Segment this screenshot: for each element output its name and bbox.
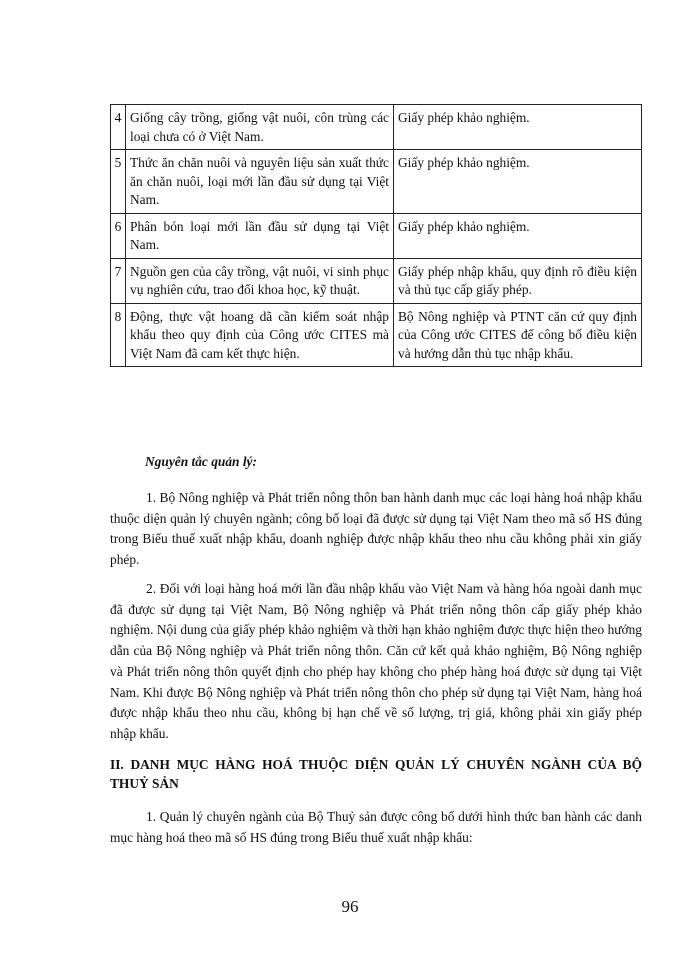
section-paragraph-1: 1. Quản lý chuyên ngành của Bộ Thuỷ sản được công bố dưới hình thức ban hành các danh mục hàng hoá theo mã số HS đúng trong Biểu thuế xuất nhập khẩu: [110,809,642,845]
row-number: 6 [111,213,126,258]
permit-requirement: Bộ Nông nghiệp và PTNT căn cứ quy định của Công ước CITES để công bố điều kiện và hướng dẫn thủ tục nhập khẩu. [394,303,642,367]
row-number: 5 [111,150,126,214]
section-heading: II. DANH MỤC HÀNG HOÁ THUỘC DIỆN QUẢN LÝ CHUYÊN NGÀNH CỦA BỘ THUỶ SẢN [110,757,642,791]
goods-item: Động, thực vật hoang dã cần kiểm soát nhập khẩu theo quy định của Công ước CITES mà Việt Nam đã cam kết thực hiện. [126,303,394,367]
permit-requirement: Giấy phép khảo nghiệm. [394,150,642,214]
goods-table [110,104,642,367]
goods-item: Nguồn gen của cây trồng, vật nuôi, vi sinh phục vụ nghiên cứu, trao đổi khoa học, kỹ thuật. [126,258,394,303]
management-principles-heading: Nguyên tắc quản lý: [145,454,257,469]
permit-requirement: Giấy phép nhập khẩu, quy định rõ điều kiện và thủ tục cấp giấy phép. [394,258,642,303]
table-row [111,258,642,303]
table-row [111,105,642,150]
row-number: 4 [111,105,126,150]
table-row [111,150,642,214]
goods-item: Phân bón loại mới lần đầu sử dụng tại Việt Nam. [126,213,394,258]
permit-requirement: Giấy phép khảo nghiệm. [394,213,642,258]
page-number: 96 [341,897,359,916]
row-number: 8 [111,303,126,367]
table-row [111,213,642,258]
table-row [111,303,642,367]
principle-paragraph-1: 1. Bộ Nông nghiệp và Phát triển nông thôn ban hành danh mục các loại hàng hoá nhập khẩu thuộc diện quản lý chuyên ngành; công bố loại đã được sử dụng tại Việt Nam theo mã số HS đúng trong Biểu thuế xuất nhập khẩu, doanh nghiệp được nhập khẩu theo nhu cầu không phải xin giấy phép. [110,490,642,568]
goods-item: Giống cây trồng, giống vật nuôi, côn trùng các loại chưa có ở Việt Nam. [126,105,394,150]
row-number: 7 [111,258,126,303]
permit-requirement: Giấy phép khảo nghiệm. [394,105,642,150]
goods-item: Thức ăn chăn nuôi và nguyên liệu sản xuất thức ăn chăn nuôi, loại mới lần đầu sử dụng tại Việt Nam. [126,150,394,214]
principle-paragraph-2: 2. Đối với loại hàng hoá mới lần đầu nhập khẩu vào Việt Nam và hàng hóa ngoài danh mục đã được sử dụng tại Việt Nam, Bộ Nông nghiệp và Phát triển nông thôn cấp giấy phép khảo nghiệm. Nội dung của giấy phép khảo nghiệm và thời hạn khảo nghiệm được thực hiện theo hướng dẫn của Bộ Nông nghiệp và Phát triển nông thôn. Căn cứ kết quả khảo nghiệm, Bộ Nông nghiệp và Phát triển nông thôn quyết định cho phép hay không cho phép hàng hoá được sử dụng tại Việt Nam. Khi được Bộ Nông nghiệp và Phát triển nông thôn cho phép sử dụng tại Việt Nam, hàng hoá được nhập khẩu theo nhu cầu, không bị hạn chế về số lượng, trị giá, không phải xin giấy phép nhập khẩu. [110,581,642,741]
